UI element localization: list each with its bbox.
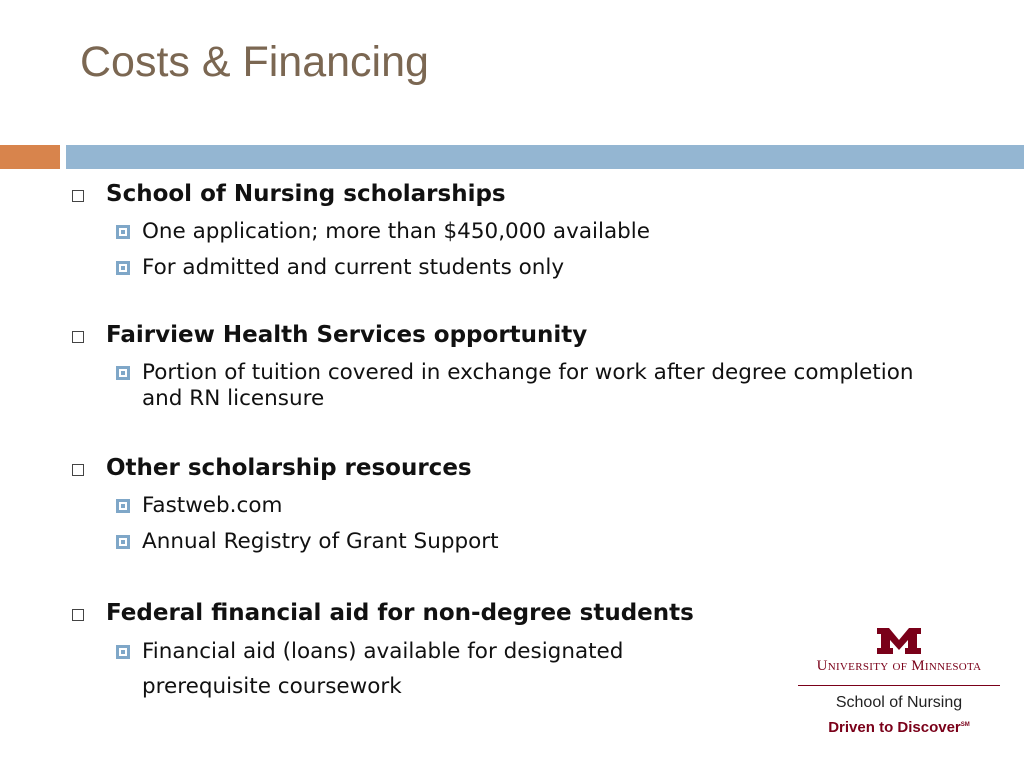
list-item: Annual Registry of Grant Support [142, 529, 499, 554]
square-bullet-icon [72, 190, 84, 202]
square-bullet-icon [72, 464, 84, 476]
list-item: Portion of tuition covered in exchange for work after degree completion and RN licensure [142, 360, 914, 411]
section-heading: Other scholarship resources [106, 455, 472, 481]
list-item: For admitted and current students only [142, 255, 565, 280]
section-heading: Federal financial aid for non-degree students [106, 600, 694, 626]
section-heading: School of Nursing scholarships [106, 181, 506, 207]
section-heading: Fairview Health Services opportunity [106, 322, 588, 348]
list-item: Fastweb.com [142, 493, 283, 518]
list-item: Financial aid (loans) available for designated [142, 639, 624, 664]
square-bullet-icon [116, 366, 130, 380]
square-bullet-icon [116, 645, 130, 659]
slide-title: Costs & Financing [80, 38, 429, 86]
school-name: School of Nursing [835, 694, 963, 711]
university-logo [796, 626, 1002, 742]
university-name: University of Minnesota [816, 658, 982, 674]
square-bullet-icon [116, 535, 130, 549]
square-bullet-icon [72, 609, 84, 621]
list-item: prerequisite coursework [142, 674, 402, 699]
square-bullet-icon [72, 331, 84, 343]
accent-bar-blue [66, 145, 1024, 169]
list-item: One application; more than $450,000 available [142, 219, 650, 244]
block-m-icon [877, 628, 921, 654]
accent-bar-orange [0, 145, 60, 169]
tagline: Driven to Discover℠ [828, 719, 970, 736]
square-bullet-icon [116, 225, 130, 239]
logo-divider [798, 685, 1000, 686]
square-bullet-icon [116, 261, 130, 275]
square-bullet-icon [116, 499, 130, 513]
